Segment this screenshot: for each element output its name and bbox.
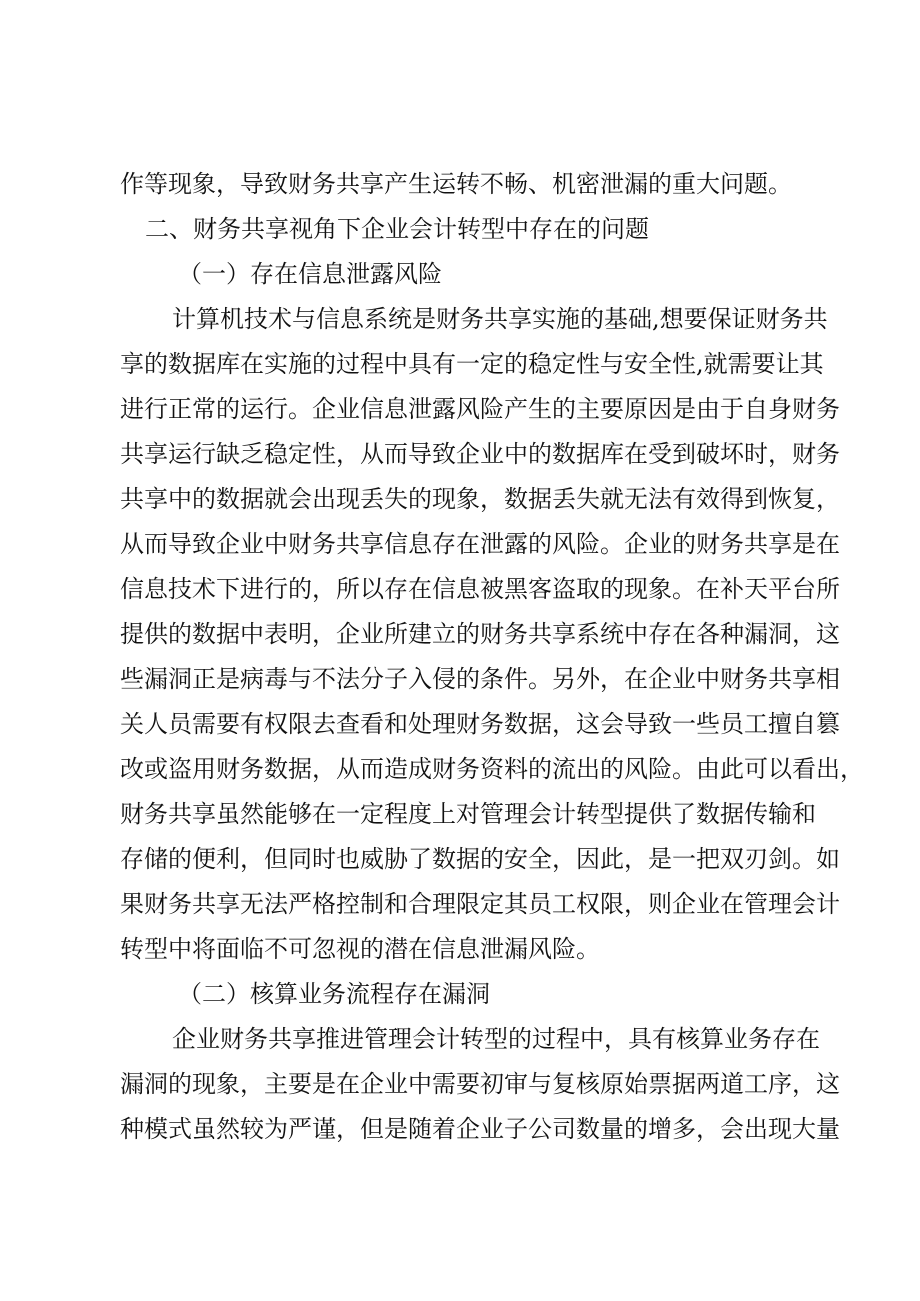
paragraph-line: 共享运行缺乏稳定性，从而导致企业中的数据库在受到破坏时，财务: [120, 440, 840, 468]
paragraph-line: 关人员需要有权限去查看和处理财务数据，这会导致一些员工擅自篡: [120, 710, 840, 738]
paragraph-line: 共享中的数据就会出现丢失的现象，数据丢失就无法有效得到恢复，: [120, 485, 840, 513]
paragraph-line: 财务共享虽然能够在一定程度上对管理会计转型提供了数据传输和: [120, 800, 816, 828]
paragraph-line: 种模式虽然较为严谨，但是随着企业子公司数量的增多，会出现大量: [120, 1115, 840, 1143]
paragraph-line: 果财务共享无法严格控制和合理限定其员工权限，则企业在管理会计: [120, 890, 840, 918]
paragraph-line: 从而导致企业中财务共享信息存在泄露的风险。企业的财务共享是在: [120, 530, 840, 558]
paragraph-line: 计算机技术与信息系统是财务共享实施的基础,想要保证财务共: [172, 305, 828, 333]
paragraph-line: 作等现象，导致财务共享产生运转不畅、机密泄漏的重大问题。: [120, 170, 792, 198]
section-heading: 二、财务共享视角下企业会计转型中存在的问题: [145, 215, 649, 243]
paragraph-line: 漏洞的现象，主要是在企业中需要初审与复核原始票据两道工序，这: [120, 1070, 840, 1098]
paragraph-line: 改或盗用财务数据，从而造成财务资料的流出的风险。由此可以看出，: [120, 755, 864, 783]
paragraph-line: 进行正常的运行。企业信息泄露风险产生的主要原因是由于自身财务: [120, 395, 840, 423]
paragraph-line: 企业财务共享推进管理会计转型的过程中，具有核算业务存在: [172, 1025, 820, 1053]
paragraph-line: 信息技术下进行的，所以存在信息被黑客盗取的现象。在补天平台所: [120, 575, 840, 603]
paragraph-line: 存储的便利，但同时也威胁了数据的安全，因此，是一把双刃剑。如: [120, 845, 840, 873]
subsection-heading: （一）存在信息泄露风险: [178, 260, 442, 288]
paragraph-line: 些漏洞正是病毒与不法分子入侵的条件。另外，在企业中财务共享相: [120, 665, 840, 693]
paragraph-line: 享的数据库在实施的过程中具有一定的稳定性与安全性,就需要让其: [120, 350, 824, 378]
paragraph-line: 提供的数据中表明，企业所建立的财务共享系统中存在各种漏洞，这: [120, 620, 840, 648]
subsection-heading: （二）核算业务流程存在漏洞: [178, 980, 490, 1008]
paragraph-line: 转型中将面临不可忽视的潜在信息泄漏风险。: [120, 935, 600, 963]
